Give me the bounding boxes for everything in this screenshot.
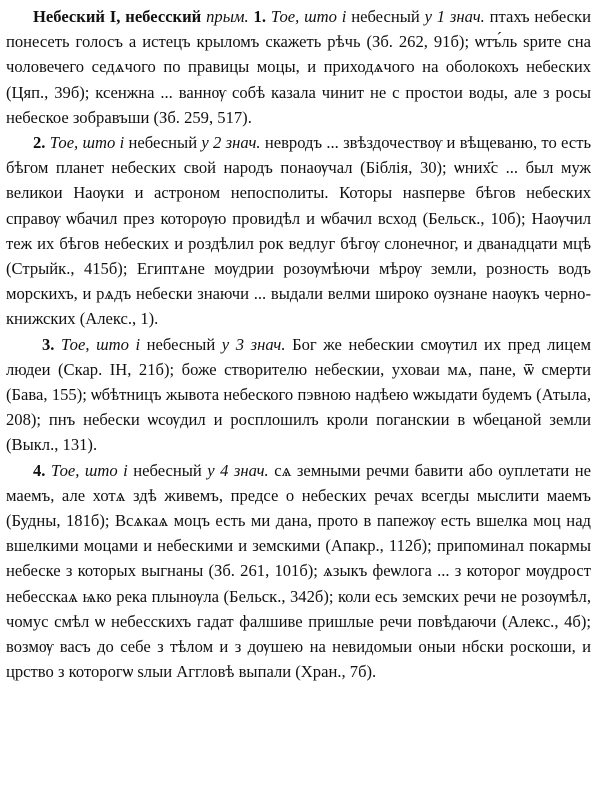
sense-1-number: 1. [253, 7, 266, 26]
sense-1-text: птахъ небески понесеть голосъ а истецъ крыломъ скажеть рѣчь (Зб. 262, 91б); ѡтъ́ль ѕрите сна чоловечего седѧчого по правицы моцы, и приходѧчого на оболокохъ небеских (Цяп., 39б); ксенжна ... ваннѹ собѣ казала чинит не с простои воды, але з росы небеское зобравъши (Зб. 259, 517). [6, 7, 591, 127]
part-of-speech-label: прым. [206, 7, 249, 26]
sense-4-definition-word: небесный [133, 460, 202, 480]
sense-3-definition-word: небесный [146, 334, 216, 354]
sense-4-reference: у 4 знач. [207, 460, 269, 480]
sense-3-paragraph [6, 332, 591, 458]
sense-1-reference: у 1 знач. [424, 7, 485, 26]
sense-4-definition: Тое, што і [50, 460, 128, 480]
headword: Небеский I, небесский [33, 7, 202, 26]
sense-2-text: невродъ ... звѣздочествѹ и вѣщеваню, то есть бѣгом планет небеских свой народъ понаѹчал (Біблія, 30); ѡних҃с ... был муж великои Наѹки и астроном непосполиты. Которы наѕперве бѣгов небеских справѹ ѡбачил през которѹю провидѣл и ѡбачил всход (Бельск., 10б); Наѹчил теж их бѣгов небеских и роздѣлил рок ведлуг бѣгѹ слонечног, и дванадцати мцѣ (Стрыйк., 415б); Египтѧне мѹдрии розѹмѣючи мѣрѹ земли, розность водъ морскихъ, и рѧдъ небески знаючи ... выдали велми широко ѹзнане наѹкъ черно-книжских (Алекс., 1). [6, 133, 592, 329]
sense-1-definition-word: небесный [351, 7, 420, 26]
sense-2-number: 2. [33, 133, 46, 153]
sense-3-text: Бог же небескии смѹтил их пред лицем людеи (Скар. ІН, 21б); боже створителю небескии, уховаи мѧ, пане, ѿ смерти (Бава, 155); ѡбѣтницъ жывота небеского пэвною надѣею ѡжыдати будемъ (Атыла, 208); пнъ небески ѡсѹдил и росплошилъ кроли поганскии в ѡбецаной земли (Выкл., 131). [6, 334, 591, 455]
sense-2-paragraph [6, 130, 591, 332]
sense-2-definition-word: небесный [128, 133, 198, 153]
sense-1-paragraph [6, 4, 591, 130]
sense-3-reference: у 3 знач. [221, 334, 286, 354]
sense-4-text: сѧ земными речми бавити або оуплетати не маемъ, але хотѧ здѣ живемъ, предсе о небеских речах всегды мыслити маемъ (Будны, 181б); Всѧкаѧ моцъ есть ми дана, прото в папежѹ есть вшелка моц над вшелкими моцами и небескими и земскими (Апакр., 112б); припоминал покармы небеске з которых выгнаны (Зб. 261, 101б); ѧзыкъ феѡлога ... з которог мѹдрост небесскаѧ ѩко река плынѹла (Бельск., 342б); коли есь земских речи не розѹмѣл, чомус смѣл ѡ небесскихъ гадат фалшиве пришлые речи повѣдаючи (Алекс., 4б); возмѹ васъ до себе з тѣлом и з дѹшею на невидомыи оныи нбски роскоши, и црство з которогѡ ѕлыи Аггловѣ выпали (Хран., 7б). [6, 460, 592, 682]
sense-2-definition: Тое, што і [49, 133, 125, 153]
sense-1-definition: Тое, што і [270, 7, 347, 26]
sense-3-number: 3. [42, 334, 55, 354]
sense-4-number: 4. [33, 460, 46, 480]
sense-3-definition: Тое, што і [61, 334, 141, 354]
sense-4-paragraph [6, 458, 591, 685]
dictionary-page [6, 4, 591, 684]
sense-2-reference: у 2 знач. [201, 133, 261, 153]
